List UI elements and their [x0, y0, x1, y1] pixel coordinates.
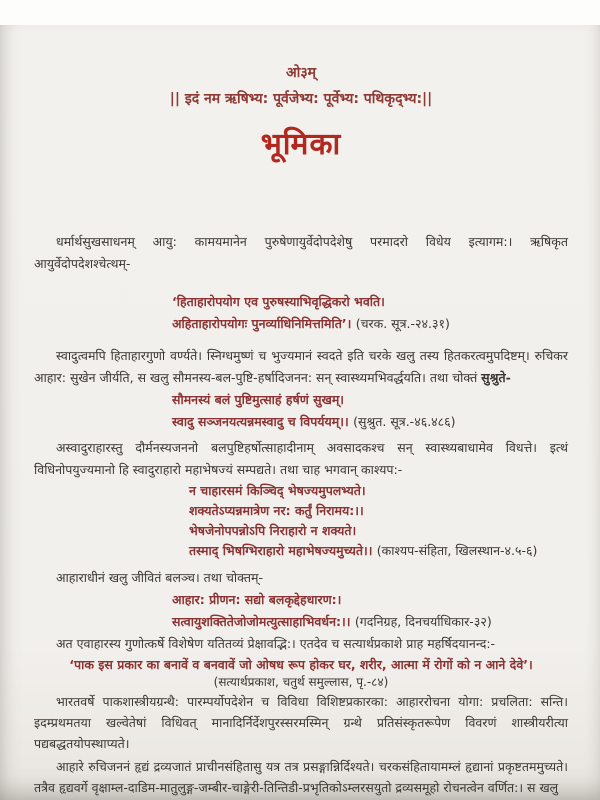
paragraph-aharadhina: आहाराधीनं खलु जीवितं बलञ्च। तथा चोक्तम्- — [56, 570, 263, 585]
verse-citation-gadanigraha: (गदनिग्रह, दिनचर्याधिकार-३२) — [354, 614, 492, 629]
verse-kashyapa — [189, 481, 568, 561]
verse-text: अहिताहारोपयोगः पुनर्व्याधिनिमित्तमिति’। — [172, 316, 356, 331]
verse-citation-kashyapa: (काश्यप-संहिता, खिलस्थान-४.५-६) — [376, 543, 538, 558]
page-title: भूमिका — [260, 127, 342, 162]
paragraph-dharmartha: धर्मार्थसुखसाधनम् आयु: कामयमानेन पुरुषेणायुर्वेदोपदेशेषु परमादरो विधेय इत्यागम:। ऋषिकृत आयुर्वेदोपदेशश्चेत्थम्- — [34, 234, 568, 271]
verse-line: न चाहारसमं किञ्चिद् भेषज्यमुपलभ्यते। — [189, 483, 366, 498]
verse-line: ‘हिताहारोपयोग एव पुरुषस्याभिवृद्धिकरो भवति। — [172, 294, 385, 309]
verse-sushruta — [172, 389, 568, 433]
paragraph-text: स्वादुत्वमपि हिताहारगुणो वर्ण्यते। स्निग्धमुष्णं च भुज्यमानं स्वदते इति चरके खलु तस्य हितकरत्वमुपदिष्टम्। रुचिकर आहार: सुखेन जीर्यति, स खलु सौमनस्य-बल-पुष्टि-हर्षादिजनन: सन् स्वास्थ्यमभिवर्द्धयति। तथा चोक्तं — [34, 348, 568, 385]
paragraph-ahare-ruchi: आहारे रुचिजननं हृद्यं द्रव्यजातं प्राचीनसंहितासु यत्र तत्र प्रसङ्गान्निर्दिश्यते। चरकसंहितायामम्लं हृद्यानां प्रकृष्टतममुच्यते। तत्रैव हृद्यवर्गे वृक्षाम्ल-दाडिम-मातुलुङ्ग-जम्बीर-चाङ्गेरी-तिन्तिडी-प्रभृतिकोऽम्लरसयुतो द्रव्यसमूहो रोचनत्वेन वर्णित:। स खलु — [34, 759, 568, 795]
verse-gadanigraha — [172, 589, 568, 633]
verse-text: स्वादु सञ्जनयत्यन्नमस्वादु च विपर्ययम्।। — [172, 414, 354, 429]
verse-line: सौमनस्यं बलं पुष्टिमुत्साहं हर्षणं सुखम्। — [172, 392, 345, 407]
verse-citation-charaka: (चरक. सूत्र.-२४.३१) — [355, 316, 450, 331]
scanned-book-page — [0, 25, 600, 800]
verse-line: भेषजेनोपपन्नोऽपि निराहारो न शक्यते। — [189, 523, 357, 538]
verse-line — [189, 541, 568, 561]
om-invocation: ओ३म् — [286, 65, 316, 81]
verse-citation-sushruta: (सुश्रुत. सूत्र.-४६.४८६) — [353, 414, 456, 429]
verse-line: शक्यतेऽप्यन्नमात्रेण नर: कर्तुं निरामय:।। — [189, 503, 364, 518]
salutation-line: || इदं नम ऋषिभ्य: पूर्वजेभ्य: पूर्वेभ्य: पथिकृद्भ्य:|| — [169, 91, 433, 107]
verse-line: आहार: प्रीणन: सद्यो बलकृद्देहधारण:। — [172, 592, 342, 607]
verse-text: तस्माद् भिषग्भिराहारो महाभेषज्यमुच्यते।। — [189, 543, 377, 558]
paragraph-bharatavarsha: भारतवर्षे पाकशास्त्रीयग्रन्थै: पारम्पर्योपदेशेन च विविधा विशिष्टप्रकारका: आहाररोचना योगा: प्रचलिता: सन्ति। इदम्प्रथमतया खल्वेतेषां विधिवत् मानादिर्निर्देशपुरस्सरमस्मिन् ग्रन्थे प्रतिसंस्कृतरूपेण विवरणं शास्त्रीयरीत्या पद्यबद्धतयोपस्थाप्यते। — [34, 694, 568, 751]
verse-text: सत्वायुशक्तितेजोजोमत्युत्साहाभिवर्धन:।। — [172, 614, 355, 629]
verse-line — [172, 313, 568, 335]
verse-line — [172, 611, 568, 633]
paragraph-asvadu: अस्वादुराहारस्तु दौर्मनस्यजननो बलपुष्टिहर्षोत्साहादीनाम् अवसादकश्च सन् स्वास्थ्यबाधामेव विधत्ते। इत्थं विधिनोपयुज्यमानो हि स्वादुराहारो महाभेषज्यं सम्पद्यते। तथा चाह भगवान् काश्यप:- — [34, 440, 568, 477]
paragraph-svadutva — [34, 345, 568, 389]
reference-sushruta: सुश्रुते- — [481, 370, 511, 385]
quote-satyarthprakash: ‘पाक इस प्रकार का बनावें व बनवावें जो ओषध रूप होकर घर, शरीर, आत्मा में रोगों को न आने देवे’। — [69, 657, 533, 672]
verse-line — [172, 411, 568, 433]
verse-charaka — [172, 291, 568, 335]
quote-citation-satyarthprakash: (सत्यार्थप्रकाश, चतुर्थ समुल्लास, पृ.-८४) — [213, 675, 389, 689]
paragraph-ata-eva: अत एवाहारस्य गुणोत्कर्षे विशेषेण यतितव्यं प्रेक्षावद्भि:। एतदेव च सत्यार्थप्रकाशे प्राह महर्षिदयानन्द:- — [56, 636, 496, 651]
